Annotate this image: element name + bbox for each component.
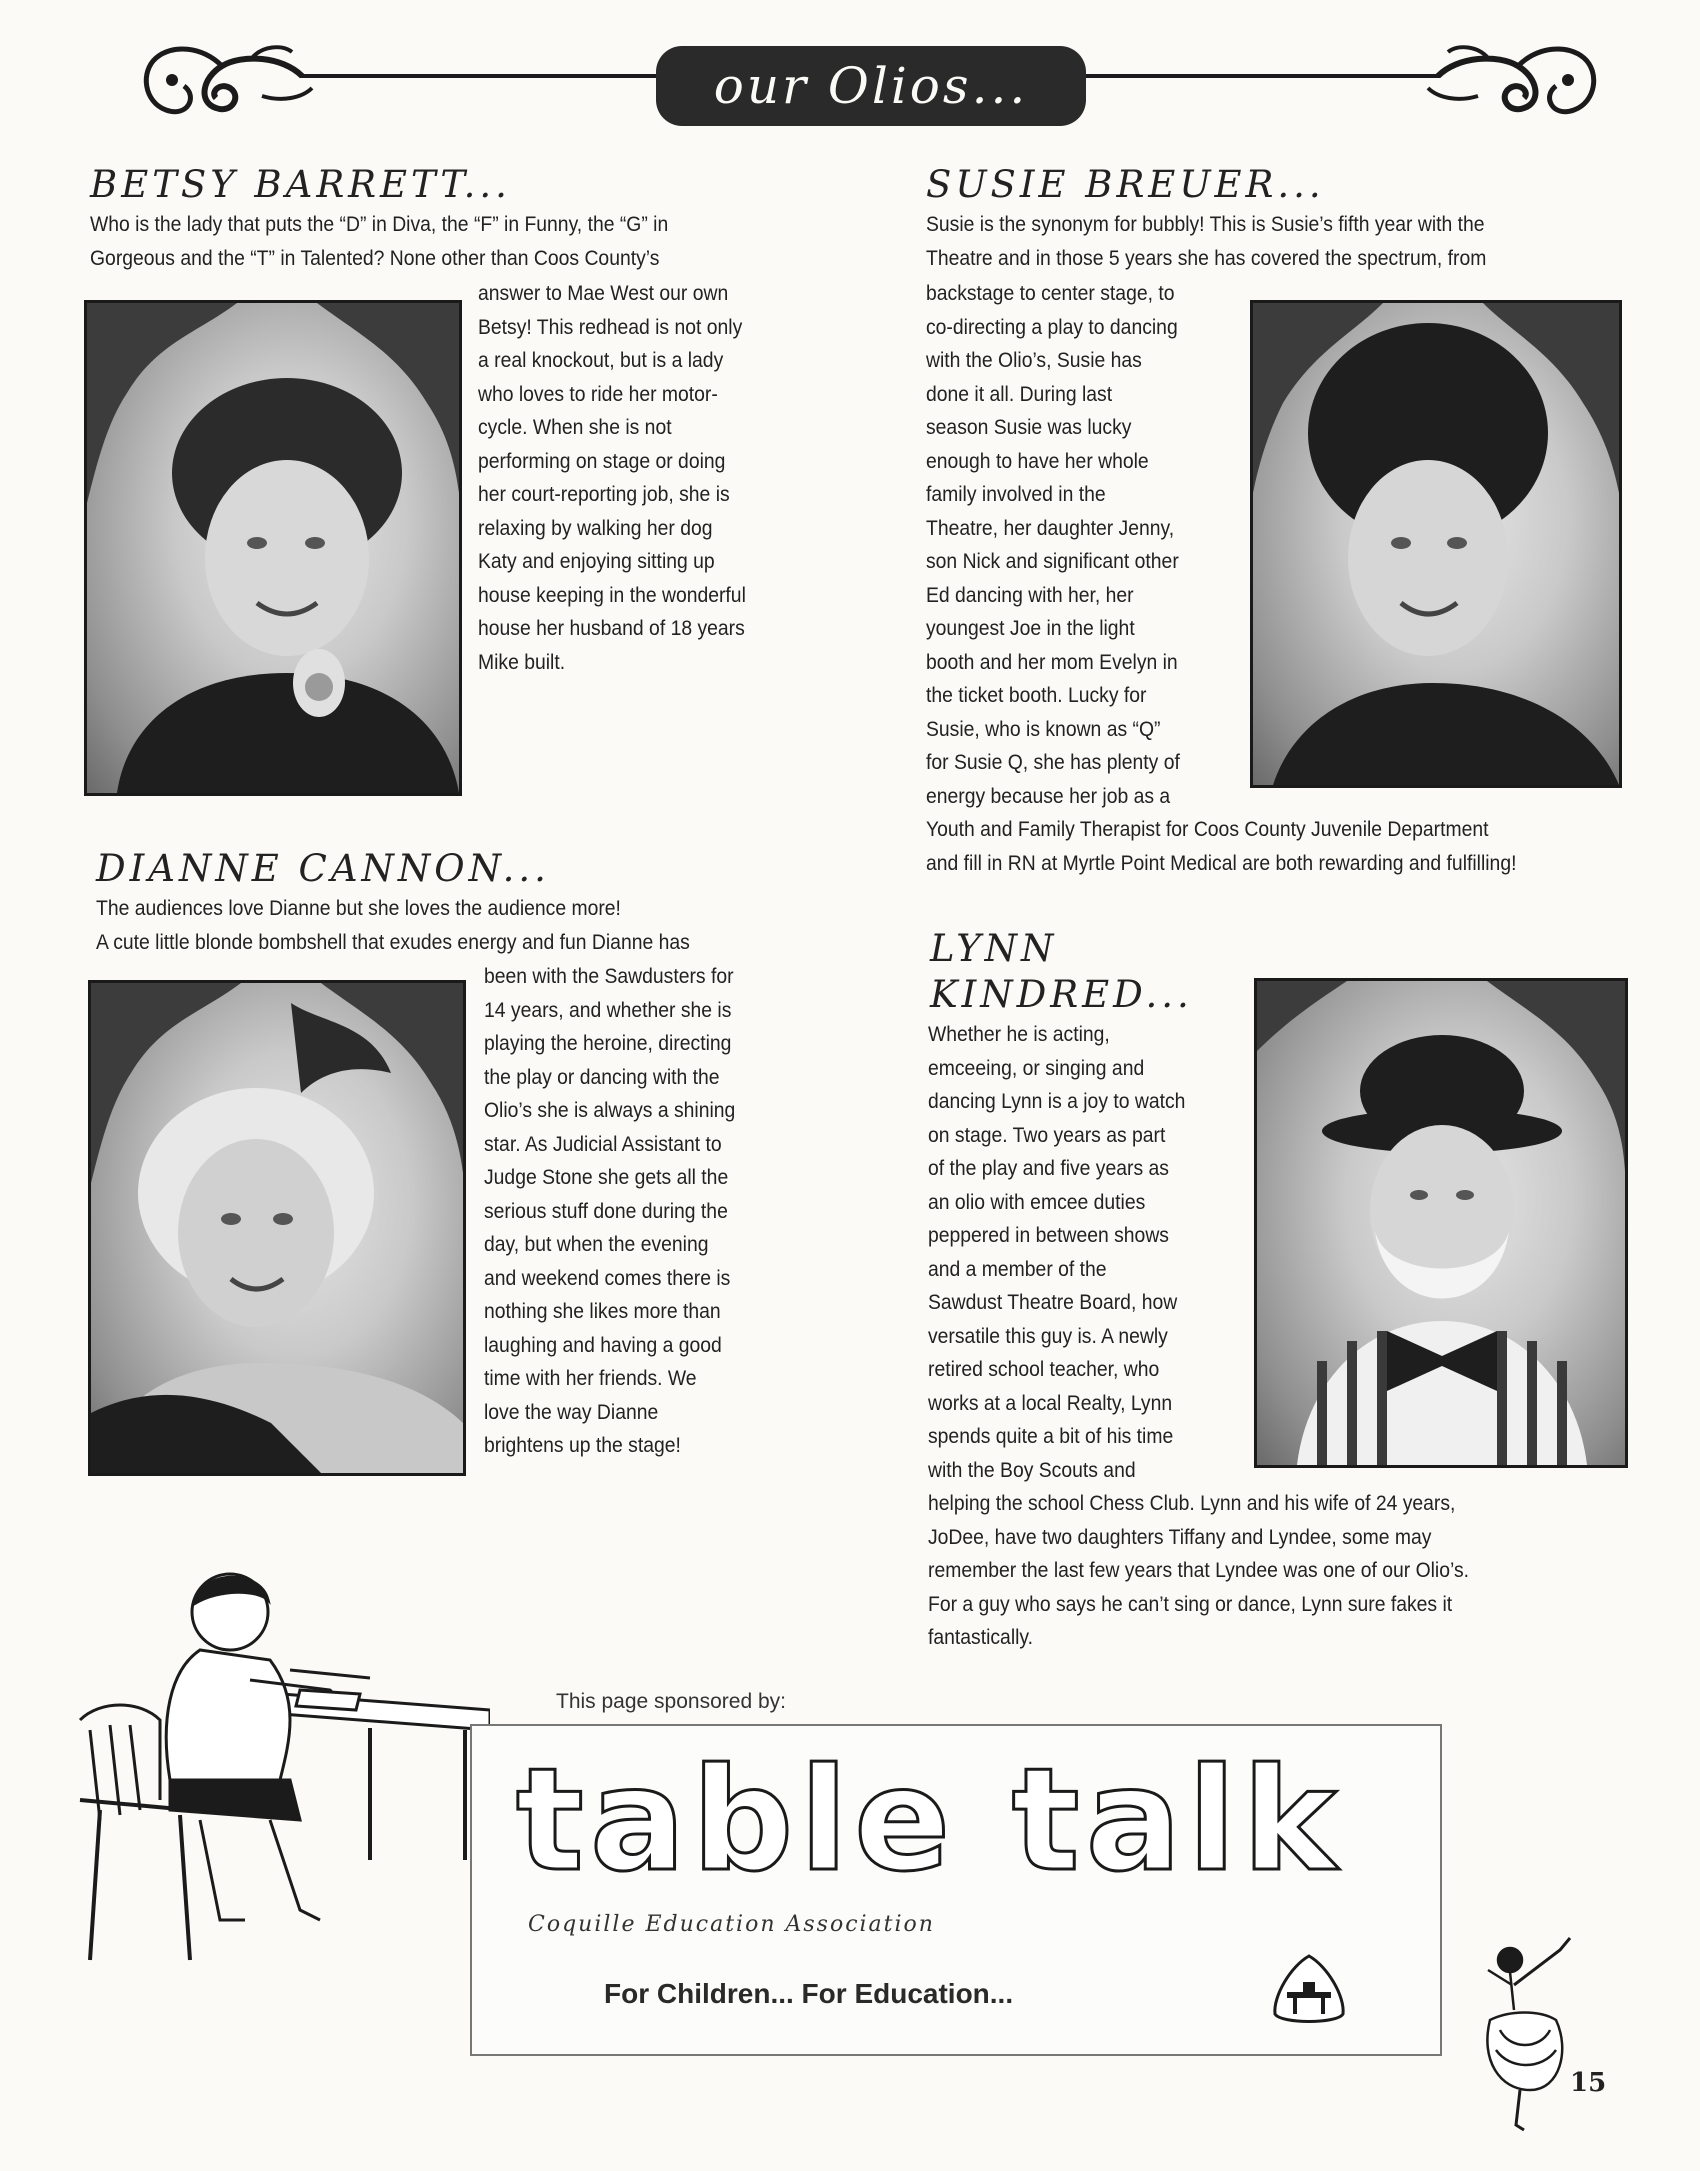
- text-line: retired school teacher, who: [928, 1357, 1160, 1381]
- text-line: energy because her job as a: [926, 783, 1171, 808]
- profile-name-lynn-line2: KINDRED...: [930, 973, 1193, 1016]
- text-line: and fill in RN at Myrtle Point Medical are both rewarding and fulfilling!: [926, 850, 1517, 875]
- text-line: for Susie Q, she has plenty of: [926, 750, 1180, 774]
- text-line: JoDee, have two daughters Tiffany and Lyndee, some may: [928, 1524, 1432, 1549]
- striped-shirt: [1297, 1321, 1587, 1465]
- text-line: Judge Stone she gets all the: [484, 1165, 729, 1189]
- text-line: 14 years, and whether she is: [484, 997, 732, 1022]
- text-line: Youth and Family Therapist for Coos County Juvenile Department: [926, 817, 1489, 841]
- header-banner: [656, 46, 1086, 126]
- text-line: an olio with emcee duties: [928, 1189, 1146, 1214]
- sponsor-title: table talk: [516, 1738, 1343, 1903]
- text-line: The audiences love Dianne but she loves the audience more!: [96, 896, 621, 920]
- text-line: love the way Dianne: [484, 1399, 659, 1424]
- text-line: star. As Judicial Assistant to: [484, 1131, 722, 1156]
- text-line: on stage. Two years as part: [928, 1122, 1166, 1147]
- text-line: cycle. When she is not: [478, 415, 672, 439]
- text-line: emceeing, or singing and: [928, 1055, 1145, 1080]
- text-line: works at a local Realty, Lynn: [928, 1390, 1173, 1415]
- photo-betsy: [84, 300, 462, 796]
- profile-name-dianne: DIANNE CANNON...: [96, 847, 550, 890]
- text-line: the ticket booth. Lucky for: [926, 683, 1147, 707]
- text-line: dancing Lynn is a joy to watch: [928, 1089, 1186, 1113]
- text-line: the play or dancing with the: [484, 1064, 720, 1089]
- text-line: Susie, who is known as “Q”: [926, 716, 1161, 741]
- text-line: time with her friends. We: [484, 1366, 697, 1390]
- header-rule-left: [300, 74, 660, 78]
- text-line: youngest Joe in the light: [926, 616, 1135, 640]
- text-line: playing the heroine, directing: [484, 1031, 732, 1055]
- text-line: and weekend comes there is: [484, 1265, 731, 1290]
- text-line: A cute little blonde bombshell that exudes energy and fun Dianne has: [96, 929, 690, 954]
- profile-name-susie: SUSIE BREUER...: [926, 163, 1325, 206]
- text-line: house her husband of 18 years: [478, 616, 745, 640]
- text-line: Theatre, her daughter Jenny,: [926, 515, 1175, 540]
- text-line: who loves to ride her motor-: [478, 381, 718, 406]
- profile-intro-dianne: [96, 892, 690, 959]
- sponsor-ad: [470, 1724, 1442, 2056]
- text-line: Olio’s she is always a shining: [484, 1098, 736, 1122]
- text-line: Ed dancing with her, her: [926, 582, 1134, 607]
- profile-intro-betsy: [90, 208, 668, 275]
- text-line: and a member of the: [928, 1256, 1107, 1281]
- profile-name-betsy: BETSY BARRETT...: [90, 163, 511, 206]
- association-logo-icon: [1267, 1952, 1351, 2028]
- photo-dianne: [88, 980, 466, 1476]
- text-line: backstage to center stage, to: [926, 281, 1175, 305]
- text-line: house keeping in the wonderful: [478, 582, 746, 607]
- profile-bio-dianne: [484, 960, 735, 1463]
- text-line: Susie is the synonym for bubbly! This is Susie’s fifth year with the: [926, 212, 1485, 236]
- photo-susie: [1250, 300, 1622, 788]
- text-line: spends quite a bit of his time: [928, 1424, 1174, 1448]
- text-line: with the Boy Scouts and: [928, 1457, 1136, 1482]
- text-line: family involved in the: [926, 482, 1106, 506]
- text-line: day, but when the evening: [484, 1232, 709, 1256]
- text-line: Whether he is acting,: [928, 1022, 1110, 1046]
- text-line: relaxing by walking her dog: [478, 515, 713, 540]
- text-line: Katy and enjoying sitting up: [478, 549, 715, 573]
- text-line: been with the Sawdusters for: [484, 964, 734, 988]
- profile-intro-susie: [926, 208, 1486, 275]
- text-line: Mike built.: [478, 649, 566, 674]
- page-title: our Olios...: [713, 57, 1029, 115]
- text-line: son Nick and significant other: [926, 549, 1179, 573]
- text-line: of the play and five years as: [928, 1156, 1169, 1180]
- text-line: enough to have her whole: [926, 448, 1149, 473]
- text-line: Sawdust Theatre Board, how: [928, 1290, 1178, 1314]
- sponsor-subtitle: Coquille Education Association: [528, 1912, 935, 1937]
- text-line: serious stuff done during the: [484, 1198, 728, 1223]
- text-line: performing on stage or doing: [478, 448, 726, 473]
- text-line: laughing and having a good: [484, 1332, 722, 1357]
- left-flourish-ornament: [132, 36, 332, 126]
- text-line: done it all. During last: [926, 381, 1113, 406]
- text-line: brightens up the stage!: [484, 1433, 681, 1457]
- text-line: a real knockout, but is a lady: [478, 348, 724, 372]
- text-line: answer to Mae West our own: [478, 281, 729, 305]
- text-line: fantastically.: [928, 1625, 1034, 1649]
- profile-name-lynn-line1: LYNN: [930, 927, 1058, 970]
- can-can-dancer-illustration: [1470, 1930, 1580, 2140]
- boy-at-desk-illustration: [70, 1560, 490, 1980]
- photo-lynn: [1254, 978, 1628, 1468]
- text-line: helping the school Chess Club. Lynn and his wife of 24 years,: [928, 1491, 1456, 1515]
- text-line: versatile this guy is. A newly: [928, 1323, 1168, 1348]
- text-line: Theatre and in those 5 years she has covered the spectrum, from: [926, 245, 1487, 270]
- sponsor-tagline: For Children... For Education...: [604, 1978, 1014, 2009]
- text-line: peppered in between shows: [928, 1223, 1169, 1247]
- text-line: Gorgeous and the “T” in Talented? None other than Coos County’s: [90, 245, 660, 270]
- sponsor-label: This page sponsored by:: [556, 1690, 786, 1713]
- text-line: co-directing a play to dancing: [926, 314, 1178, 339]
- page-number: 15: [1570, 2068, 1607, 2098]
- right-flourish-ornament: [1408, 36, 1608, 126]
- text-line: booth and her mom Evelyn in: [926, 649, 1178, 674]
- text-line: nothing she likes more than: [484, 1299, 721, 1323]
- text-line: Betsy! This redhead is not only: [478, 314, 743, 339]
- text-line: with the Olio’s, Susie has: [926, 348, 1142, 372]
- profile-bio-betsy: [478, 277, 746, 679]
- text-line: Who is the lady that puts the “D” in Diva, the “F” in Funny, the “G” in: [90, 212, 669, 236]
- text-line: For a guy who says he can’t sing or dance, Lynn sure fakes it: [928, 1591, 1453, 1616]
- text-line: her court-reporting job, she is: [478, 482, 730, 506]
- header-rule-right: [1080, 74, 1440, 78]
- text-line: season Susie was lucky: [926, 415, 1132, 439]
- text-line: remember the last few years that Lyndee was one of our Olio’s.: [928, 1558, 1469, 1582]
